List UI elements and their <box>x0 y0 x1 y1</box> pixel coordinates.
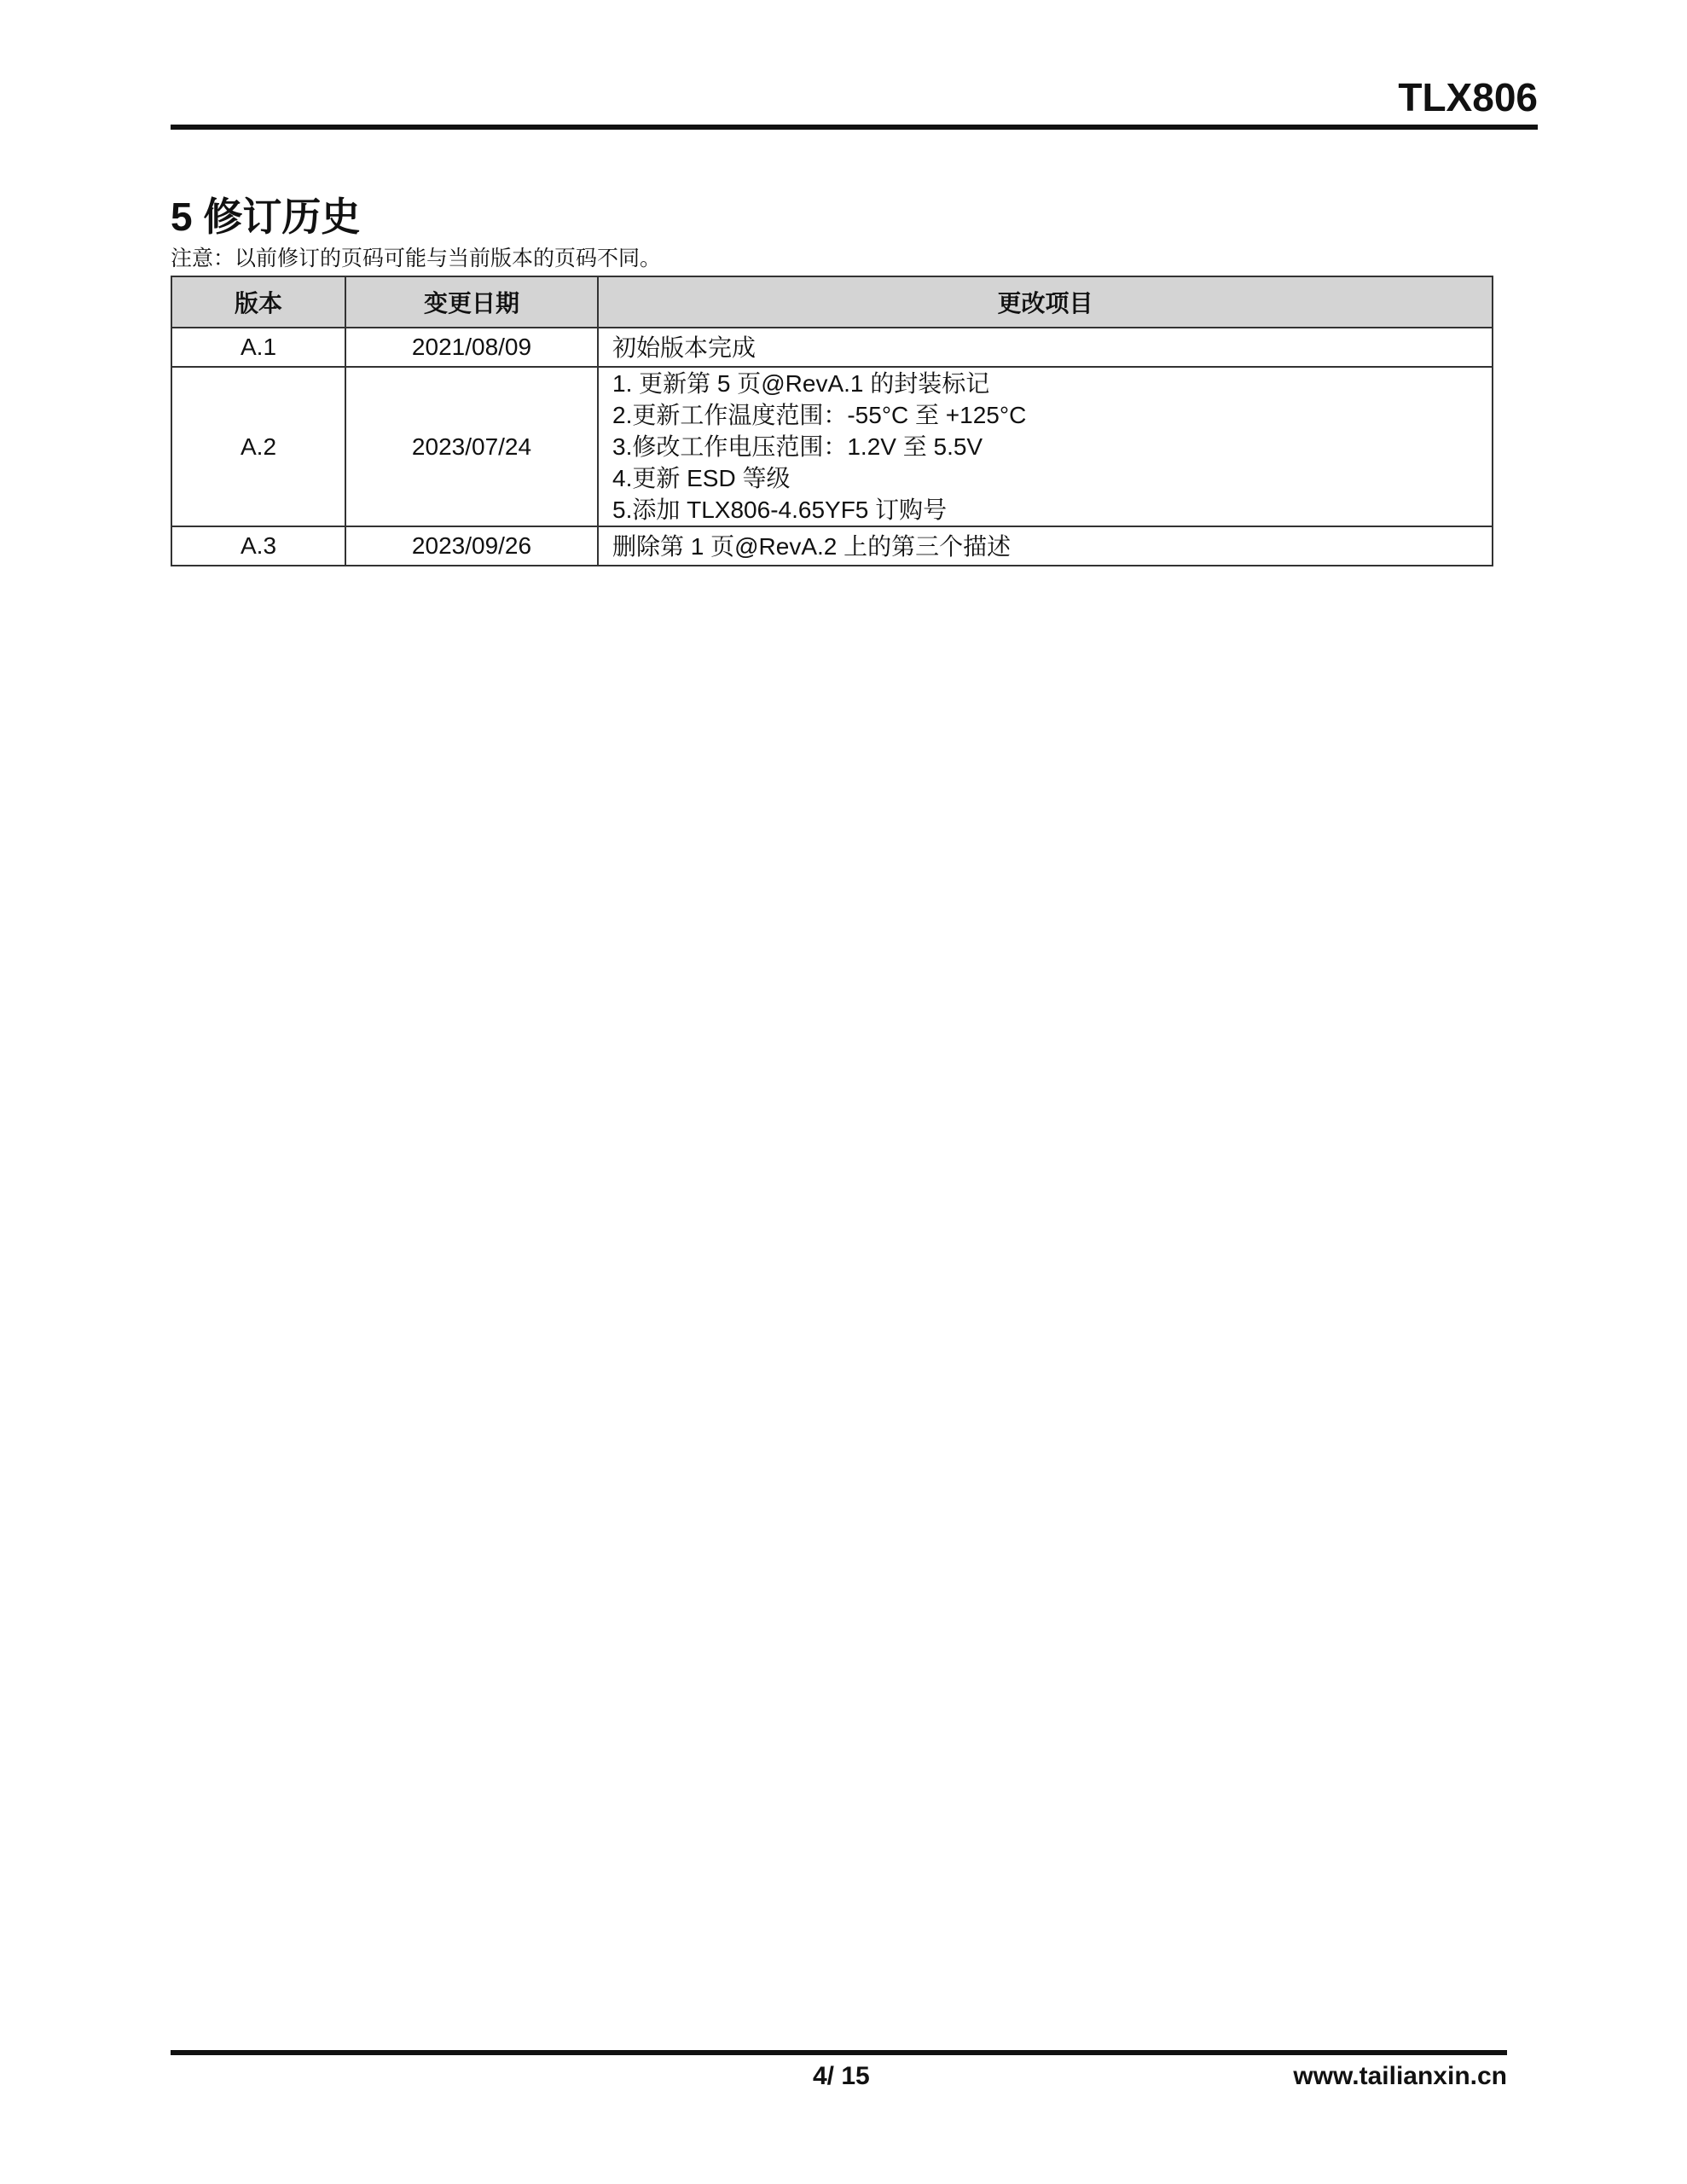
change-item: 2.更新工作温度范围：-55°C 至 +125°C <box>612 402 1027 428</box>
version-cell: A.3 <box>171 526 345 566</box>
section-number: 5 <box>171 195 193 239</box>
column-header-date: 变更日期 <box>345 276 598 328</box>
column-header-changes: 更改项目 <box>598 276 1493 328</box>
version-cell: A.1 <box>171 328 345 367</box>
page-number: 4/ 15 <box>813 2062 870 2090</box>
table-header-row <box>171 276 1493 328</box>
date-cell: 2023/07/24 <box>345 367 598 526</box>
section-heading <box>171 191 360 242</box>
change-item: 5.添加 TLX806-4.65YF5 订购号 <box>612 497 948 523</box>
table-row <box>171 526 1493 566</box>
revision-note: 注意：以前修订的页码可能与当前版本的页码不同。 <box>171 247 662 270</box>
change-item: 3.修改工作电压范围：1.2V 至 5.5V <box>612 433 983 460</box>
change-item: 删除第 1 页@RevA.2 上的第三个描述 <box>612 532 1012 560</box>
table-row <box>171 367 1493 526</box>
change-item: 1. 更新第 5 页@RevA.1 的封装标记 <box>612 370 990 397</box>
changes-cell <box>598 328 1493 367</box>
change-item: 4.更新 ESD 等级 <box>612 465 791 491</box>
website-url: www.tailianxin.cn <box>1293 2062 1507 2090</box>
revision-history-table <box>171 276 1493 566</box>
date-cell: 2023/09/26 <box>345 526 598 566</box>
version-cell: A.2 <box>171 367 345 526</box>
document-model-title: TLX806 <box>1398 75 1538 119</box>
changes-cell <box>598 526 1493 566</box>
change-item: 初始版本完成 <box>612 334 757 361</box>
header-divider <box>171 125 1538 130</box>
footer-divider <box>171 2050 1507 2055</box>
section-title: 修订历史 <box>203 195 361 239</box>
table-row <box>171 328 1493 367</box>
changes-cell <box>598 367 1493 526</box>
column-header-version: 版本 <box>171 276 345 328</box>
date-cell: 2021/08/09 <box>345 328 598 367</box>
